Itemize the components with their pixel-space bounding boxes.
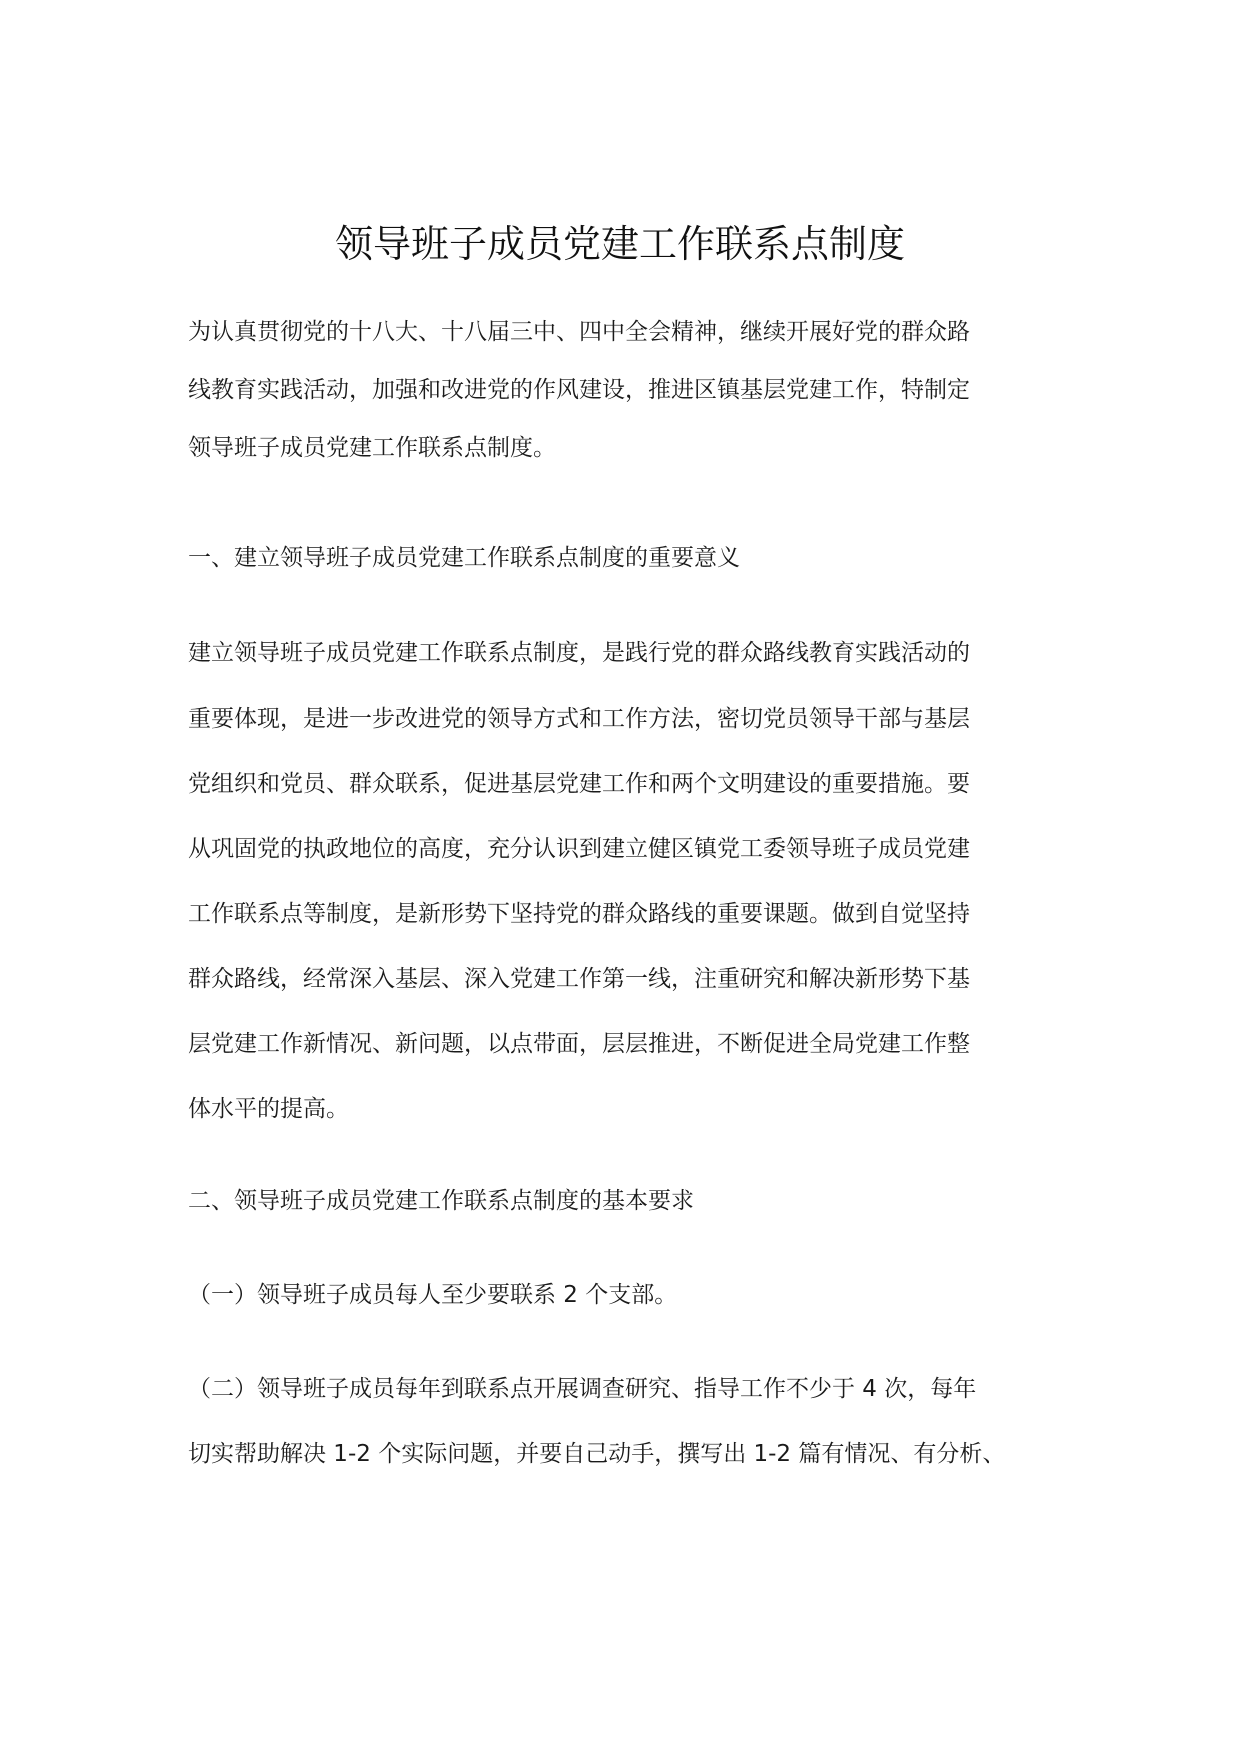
intro-line-3: 领导班子成员党建工作联系点制度。	[188, 435, 556, 461]
section-heading-1: 一、建立领导班子成员党建工作联系点制度的重要意义	[188, 545, 740, 571]
requirement-2-line-2: 切实帮助解决 1-2 个实际问题，并要自己动手，撰写出 1-2 篇有情况、有分析、	[188, 1441, 1006, 1467]
paragraph-line-5: 工作联系点等制度，是新形势下坚持党的群众路线的重要课题。做到自觉坚持	[188, 901, 970, 927]
paragraph-line-7: 层党建工作新情况、新问题，以点带面，层层推进，不断促进全局党建工作整	[188, 1031, 970, 1057]
paragraph-line-3: 党组织和党员、群众联系，促进基层党建工作和两个文明建设的重要措施。要	[188, 771, 970, 797]
requirement-1: （一）领导班子成员每人至少要联系 2 个支部。	[188, 1282, 678, 1308]
paragraph-line-2: 重要体现，是进一步改进党的领导方式和工作方法，密切党员领导干部与基层	[188, 706, 970, 732]
paragraph-line-1: 建立领导班子成员党建工作联系点制度，是践行党的群众路线教育实践活动的	[188, 640, 970, 666]
document-title: 领导班子成员党建工作联系点制度	[334, 222, 905, 266]
paragraph-line-4: 从巩固党的执政地位的高度，充分认识到建立健区镇党工委领导班子成员党建	[188, 836, 970, 862]
intro-line-1: 为认真贯彻党的十八大、十八届三中、四中全会精神，继续开展好党的群众路	[188, 319, 970, 345]
paragraph-line-6: 群众路线，经常深入基层、深入党建工作第一线，注重研究和解决新形势下基	[188, 966, 970, 992]
intro-line-2: 线教育实践活动，加强和改进党的作风建设，推进区镇基层党建工作，特制定	[188, 377, 970, 403]
paragraph-line-8: 体水平的提高。	[188, 1096, 349, 1122]
section-heading-2: 二、领导班子成员党建工作联系点制度的基本要求	[188, 1188, 694, 1214]
requirement-2-line-1: （二）领导班子成员每年到联系点开展调查研究、指导工作不少于 4 次，每年	[188, 1376, 977, 1402]
